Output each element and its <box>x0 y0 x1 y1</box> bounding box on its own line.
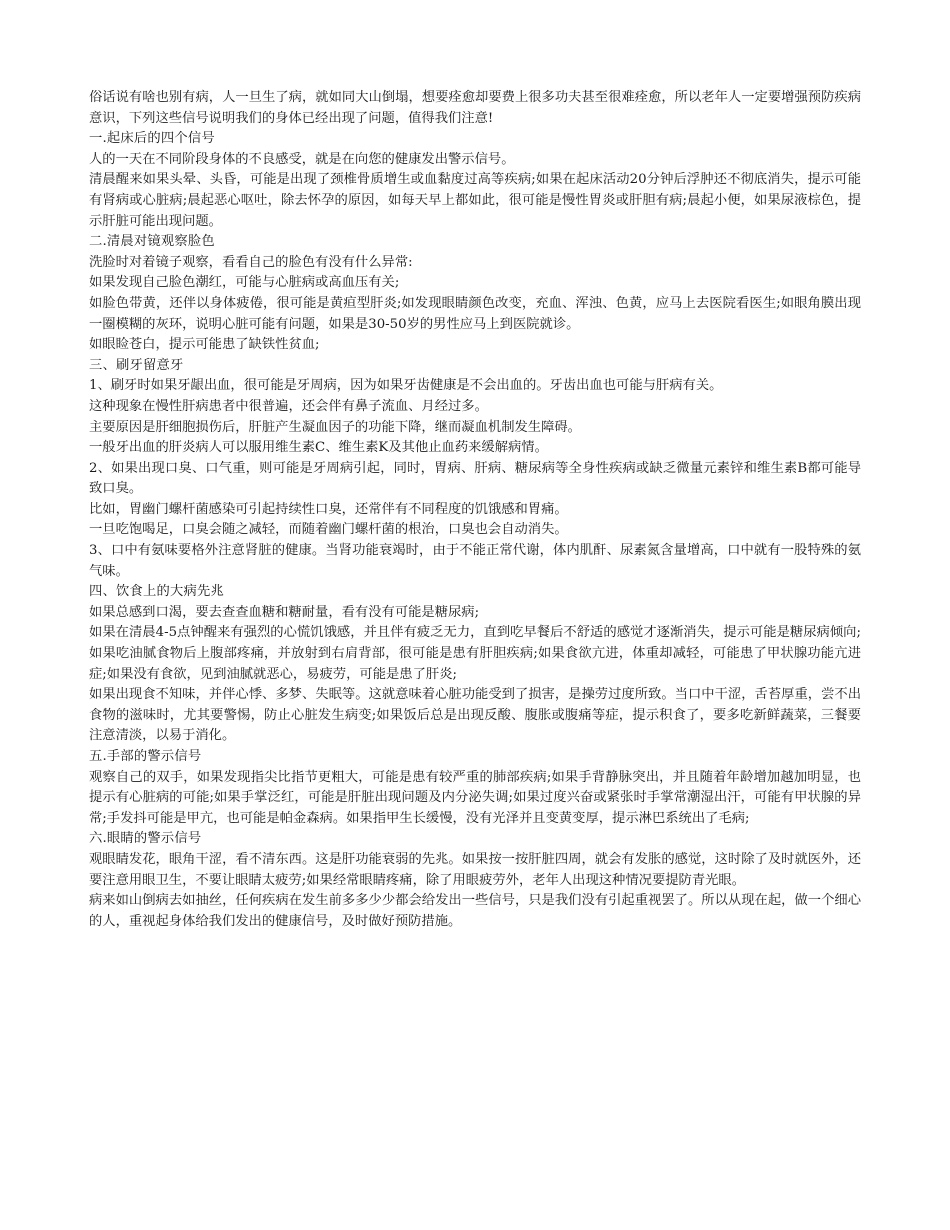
paragraph: 如果总感到口渴，要去查查血糖和糖耐量，看有没有可能是糖尿病; <box>89 604 480 620</box>
paragraph: 如果出现食不知味，并伴心悸、多梦、失眠等。这就意味着心脏功能受到了损害，是操劳过度所致。当口中干涩，舌苔厚重，尝不出食物的滋味时，尤其要警惕，防止心脏发生病变;如果饭后总是出现反酸、腹胀或腹痛等症，提示积食了，要多吃新鲜蔬菜，三餐要注意清淡，以易于消化。 <box>89 687 861 744</box>
paragraph: 3、口中有氨味要格外注意肾脏的健康。当肾功能衰竭时，由于不能正常代谢，体内肌酐、尿素氮含量增高，口中就有一股特殊的氨气味。 <box>89 543 861 579</box>
paragraph: 洗脸时对着镜子观察，看看自己的脸色有没有什么异常: <box>89 254 413 270</box>
document-body <box>89 88 861 932</box>
paragraph: 观察自己的双手，如果发现指尖比指节更粗大，可能是患有较严重的肺部疾病;如果手背静脉突出，并且随着年龄增加越加明显，也提示有心脏病的可能;如果手掌泛红，可能是肝脏出现问题及内分泌失调;如果过度兴奋或紧张时手掌常潮湿出汗，可能有甲状腺的异常;手发抖可能是甲亢，也可能是帕金森病。如果指甲生长缓慢，没有光泽并且变黄变厚，提示淋巴系统出了毛病; <box>89 769 861 826</box>
paragraph: 如脸色带黄，还伴以身体疲倦，很可能是黄疸型肝炎;如发现眼睛颜色改变，充血、浑浊、色黄，应马上去医院看医生;如眼角膜出现一圈模糊的灰环，说明心脏可能有问题，如果是30-50岁的男性应马上到医院就诊。 <box>89 295 861 332</box>
paragraph: 比如，胃幽门螺杆菌感染可引起持续性口臭，还常伴有不同程度的饥饿感和胃痛。 <box>89 501 568 517</box>
paragraph: 如果在清晨4-5点钟醒来有强烈的心慌饥饿感，并且伴有疲乏无力，直到吃早餐后不舒适的感觉才逐渐消失，提示可能是糖尿病倾向;如果吃油腻食物后上腹部疼痛，并放射到右肩背部，很可能是患有肝胆疾病;如果食欲亢进，体重却减轻，可能患了甲状腺功能亢进症;如果没有食欲，见到油腻就恶心，易疲劳，可能是患了肝炎; <box>89 625 861 682</box>
paragraph: 一般牙出血的肝炎病人可以服用维生素C、维生素K及其他止血药来缓解病情。 <box>89 440 548 456</box>
paragraph: 清晨醒来如果头晕、头昏，可能是出现了颈椎骨质增生或血黏度过高等疾病;如果在起床活动20分钟后浮肿还不彻底消失，提示可能有肾病或心脏病;晨起恶心呕吐，除去怀孕的原因，如每天早上都如此，很可能是慢性胃炎或肝胆有病;晨起小便，如果尿液棕色，提示肝脏可能出现问题。 <box>89 172 861 229</box>
section-heading-morning-signals: 一.起床后的四个信号 <box>89 131 215 147</box>
paragraph: 人的一天在不同阶段身体的不良感受，就是在向您的健康发出警示信号。 <box>89 151 515 167</box>
paragraph: 一旦吃饱喝足，口臭会随之减轻，而随着幽门螺杆菌的根治，口臭也会自动消失。 <box>89 522 568 538</box>
paragraph: 观眼睛发花，眼角干涩，看不清东西。这是肝功能衰弱的先兆。如果按一按肝脏四周，就会有发胀的感觉，这时除了及时就医外，还要注意用眼卫生，不要让眼睛太疲劳;如果经常眼睛疼痛，除了用眼疲劳外，老年人出现这种情况要提防青光眼。 <box>89 851 861 888</box>
paragraph: 主要原因是肝细胞损伤后，肝脏产生凝血因子的功能下降，继而凝血机制发生障碍。 <box>89 419 581 435</box>
paragraph: 这种现象在慢性肝病患者中很普遍，还会伴有鼻子流血、月经过多。 <box>89 398 488 414</box>
section-heading-diet: 四、饮食上的大病先兆 <box>89 584 224 600</box>
section-heading-eyes: 六.眼睛的警示信号 <box>89 831 202 847</box>
paragraph: 2、如果出现口臭、口气重，则可能是牙周病引起，同时，胃病、肝病、糖尿病等全身性疾病或缺乏微量元素锌和维生素B都可能导致口臭。 <box>89 460 861 497</box>
paragraph: 如眼睑苍白，提示可能患了缺铁性贫血; <box>89 337 320 353</box>
intro-paragraph: 俗话说有啥也别有病，人一旦生了病，就如同大山倒塌，想要痊愈却要费上很多功夫甚至很难痊愈，所以老年人一定要增强预防疾病意识，下列这些信号说明我们的身体已经出现了问题，值得我们注意! <box>89 90 861 126</box>
closing-paragraph: 病来如山倒病去如抽丝，任何疾病在发生前多多少少都会给发出一些信号，只是我们没有引起重视罢了。所以从现在起，做一个细心的人，重视起身体给我们发出的健康信号，及时做好预防措施。 <box>89 893 861 929</box>
paragraph: 如果发现自己脸色潮红，可能与心脏病或高血压有关; <box>89 275 400 291</box>
section-heading-teeth: 三、刷牙留意牙 <box>89 357 184 373</box>
paragraph: 1、刷牙时如果牙龈出血，很可能是牙周病，因为如果牙齿健康是不会出血的。牙齿出血也可能与肝病有关。 <box>89 378 723 394</box>
section-heading-face-color: 二.清晨对镜观察脸色 <box>89 234 215 250</box>
section-heading-hands: 五.手部的警示信号 <box>89 749 202 764</box>
